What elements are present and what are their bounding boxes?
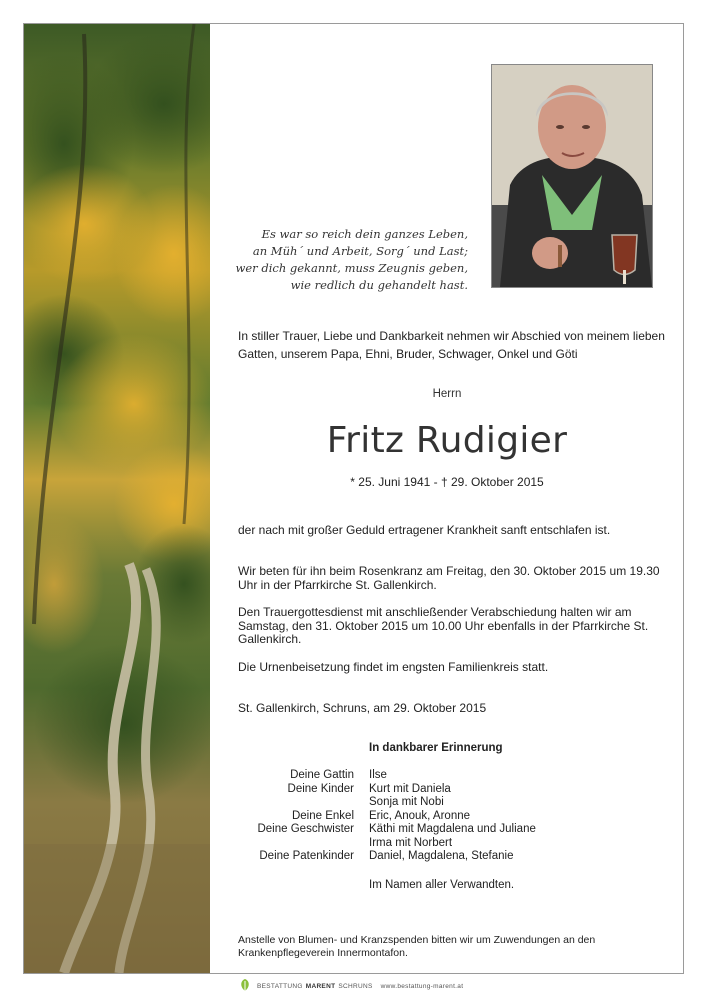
service-text: Den Trauergottesdienst mit anschließender Verabschiedung halten wir am Samstag, den 31. Oktober 2015 um 10.00 Uhr ebenfalls in der Pfarrkirche St. Gallenkirch. xyxy=(238,605,649,646)
leaf-logo-icon xyxy=(238,978,252,994)
salutation: Herrn xyxy=(432,388,462,400)
urn-text: Die Urnenbeisetzung findet im engsten Familienkreis statt. xyxy=(238,660,549,674)
poem-line: an Müh´ und Arbeit, Sorg´ und Last; xyxy=(252,244,468,258)
poem-line: wer dich gekannt, muss Zeugnis geben, xyxy=(235,261,468,275)
relation-label xyxy=(200,796,369,810)
relation-label xyxy=(200,837,369,851)
portrait-illustration xyxy=(492,65,652,287)
funeral-home-footer xyxy=(238,978,463,994)
relation-names: Sonja mit Nobi xyxy=(369,796,444,808)
footer-brand: MARENT xyxy=(305,982,336,990)
relation-label: Deine Enkel xyxy=(291,809,354,822)
footer-prefix: BESTATTUNG xyxy=(257,982,303,990)
relation-names: Käthi mit Magdalena und Juliane xyxy=(369,823,536,835)
thanks-heading: In dankbarer Erinnerung xyxy=(369,742,503,754)
family-row xyxy=(200,837,536,851)
relation-label: Deine Geschwister xyxy=(257,823,354,835)
family-row xyxy=(200,810,536,824)
forest-illustration xyxy=(24,24,210,973)
family-row xyxy=(200,823,536,837)
relation-label: Deine Gattin xyxy=(290,769,354,781)
relation-names: Daniel, Magdalena, Stefanie xyxy=(369,850,514,862)
footer-website-link[interactable]: www.bestattung-marent.at xyxy=(380,982,464,990)
family-row xyxy=(200,769,536,783)
intro-text: In stiller Trauer, Liebe und Dankbarkeit nehmen wir Abschied von meinem lieben Gatten, unserem Papa, Ehni, Bruder, Schwager, Onkel und Göti xyxy=(238,329,665,361)
family-row xyxy=(200,796,536,810)
closing-line: Im Namen aller Verwandten. xyxy=(369,879,515,891)
place-date: St. Gallenkirch, Schruns, am 29. Oktober 2015 xyxy=(238,701,487,715)
relation-label: Deine Patenkinder xyxy=(259,850,354,862)
family-row xyxy=(200,850,536,864)
passing-text: der nach mit großer Geduld ertragener Krankheit sanft entschlafen ist. xyxy=(238,523,611,537)
portrait-photo xyxy=(491,64,653,288)
footer-town: SCHRUNS xyxy=(338,982,373,990)
poem-line: wie redlich du gehandelt hast. xyxy=(290,278,468,292)
forest-path-image xyxy=(24,24,210,973)
rosary-text: Wir beten für ihn beim Rosenkranz am Freitag, den 30. Oktober 2015 um 19.30 Uhr in der Pfarrkirche St. Gallenkirch. xyxy=(238,564,660,592)
life-dates: * 25. Juni 1941 - † 29. Oktober 2015 xyxy=(350,475,544,489)
family-list xyxy=(200,769,536,864)
relation-names: Kurt mit Daniela xyxy=(369,782,451,795)
poem-line: Es war so reich dein ganzes Leben, xyxy=(261,227,468,241)
relation-names: Ilse xyxy=(369,769,387,781)
relation-names: Eric, Anouk, Aronne xyxy=(369,809,471,822)
relation-names: Irma mit Norbert xyxy=(369,836,453,849)
family-row xyxy=(200,783,536,797)
deceased-name: Fritz Rudigier xyxy=(326,420,568,461)
memorial-poem xyxy=(230,226,468,294)
donation-note: Anstelle von Blumen- und Kranzspenden bitten wir um Zuwendungen an den Krankenpflegeverein Innermontafon. xyxy=(238,934,596,959)
relation-label: Deine Kinder xyxy=(287,782,354,795)
